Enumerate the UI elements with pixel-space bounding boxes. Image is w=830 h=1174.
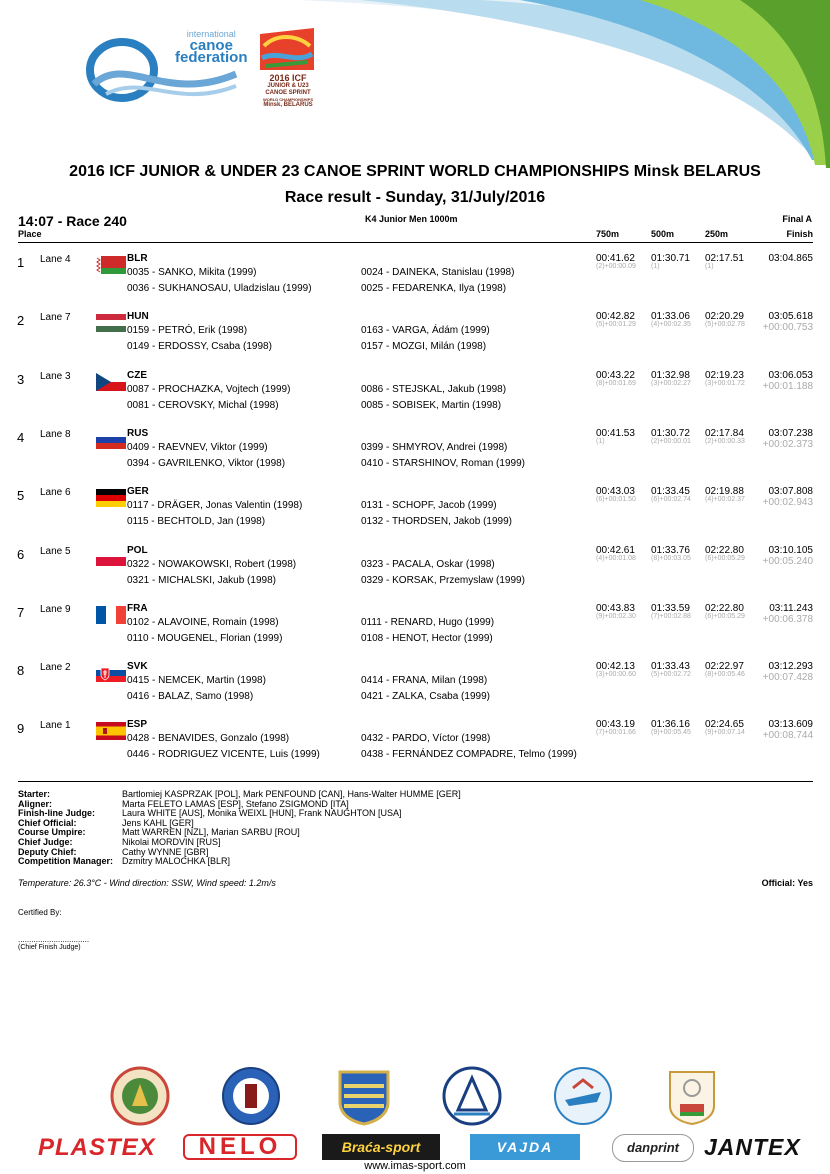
athlete-4: 0025 - FEDARENKA, Ilya (1998) (361, 283, 507, 294)
sponsor-seal-1-icon (110, 1066, 170, 1126)
lane-number: Lane 6 (40, 487, 71, 499)
finish-time: 03:07.238 (768, 427, 813, 439)
split-500-diff: (8)+00:03.05 (651, 554, 691, 562)
split-750-diff: (3)+00:00.60 (596, 671, 636, 679)
official-role: Deputy Chief: (18, 846, 77, 857)
athlete-2: 0024 - DAINEKA, Stanislau (1998) (361, 267, 515, 278)
athlete-1: 0322 - NOWAKOWSKI, Robert (1998) (127, 558, 297, 570)
athlete-3: 0081 - CEROVSKY, Michal (1998) (127, 399, 279, 411)
lane-number: Lane 1 (40, 720, 71, 732)
athlete-3: 0321 - MICHALSKI, Jakub (1998) (127, 574, 276, 586)
athlete-3: 0036 - SUKHANOSAU, Uladzislau (1999) (127, 283, 312, 294)
split-500: 01:33.76 (651, 544, 690, 556)
official-role: Course Umpire: (18, 827, 86, 838)
finish-diff: +00:01.188 (762, 380, 813, 392)
athlete-2: 0432 - PARDO, Víctor (1998) (361, 733, 491, 745)
athlete-2: 0086 - STEJSKAL, Jakub (1998) (361, 383, 507, 395)
sponsor-seal-2-icon (221, 1066, 281, 1126)
finish-diff: +00:07.428 (762, 672, 813, 684)
country-flag-icon (96, 314, 126, 332)
col-header-500: 500m (651, 229, 675, 239)
split-750: 00:42.61 (596, 544, 635, 556)
split-500-diff: (5)+00:02.72 (651, 671, 691, 679)
official-names: Dzmitry MALOCHKA [BLR] (122, 856, 231, 867)
place-rank: 5 (17, 488, 25, 504)
split-500: 01:33.06 (651, 311, 690, 323)
col-header-finish: Finish (786, 229, 813, 239)
country-code: ESP (127, 719, 148, 731)
result-row (0, 485, 830, 543)
place-rank: 7 (17, 604, 25, 620)
athlete-1: 0409 - RAEVNEV, Viktor (1999) (127, 441, 268, 453)
split-500: 01:32.98 (651, 369, 690, 381)
lane-number: Lane 8 (40, 428, 71, 440)
athlete-1: 0117 - DRÄGER, Jonas Valentin (1998) (127, 500, 303, 512)
split-750: 00:41.62 (596, 253, 635, 264)
chief-finish-judge-label: (Chief Finish Judge) (18, 944, 81, 951)
place-rank: 6 (17, 546, 25, 562)
official-names: Jens KAHL [GER] (122, 817, 194, 828)
split-500: 01:30.71 (651, 253, 690, 264)
result-row (0, 718, 830, 776)
split-750-diff: (5)+00:01.29 (596, 321, 636, 329)
place-rank: 1 (17, 255, 25, 270)
athlete-4: 0421 - ZALKA, Csaba (1999) (361, 691, 490, 703)
split-500-diff: (7)+00:02.88 (651, 612, 691, 620)
sponsor-jantex: JANTEX (704, 1134, 801, 1160)
athlete-3: 0446 - RODRIGUEZ VICENTE, Luis (1999) (127, 749, 320, 761)
split-750-diff: (1) (596, 437, 605, 445)
athlete-4: 0108 - HENOT, Hector (1999) (361, 632, 493, 644)
official-line (18, 857, 230, 867)
split-250: 02:17.51 (705, 253, 744, 264)
split-250-diff: (2)+00:00.33 (705, 437, 745, 445)
signature-line: ................................ (18, 935, 90, 944)
country-flag-icon (96, 722, 126, 740)
col-header-place: Place (18, 229, 42, 239)
country-code: BLR (127, 253, 148, 264)
weather-info: Temperature: 26.3°C - Wind direction: SSW, Wind speed: 1.2m/s (18, 878, 276, 888)
col-header-250: 250m (705, 229, 729, 239)
sponsor-vajda: VAJDA (470, 1134, 580, 1160)
race-time-number: 14:07 - Race 240 (18, 213, 127, 229)
certified-label: Certified By: (18, 908, 62, 917)
sponsor-seal-5-icon (553, 1066, 613, 1126)
athlete-1: 0415 - NEMCEK, Martin (1998) (127, 675, 266, 687)
athlete-4: 0157 - MOZGI, Milán (1998) (361, 341, 487, 353)
athlete-2: 0111 - RENARD, Hugo (1999) (361, 616, 495, 628)
split-750: 00:43.03 (596, 486, 635, 498)
official-names: Marta FELETO LAMAS [ESP], Stefano ZSIGMOND [ITA] (122, 798, 349, 809)
place-rank: 3 (17, 371, 25, 387)
sponsor-seal-6-icon (662, 1066, 722, 1126)
official-names: Matt WARREN [NZL], Marian SARBU [ROU] (122, 827, 300, 838)
result-row (0, 252, 830, 310)
finish-time: 03:10.105 (768, 544, 813, 556)
country-code: HUN (127, 311, 149, 323)
col-header-750: 750m (596, 229, 620, 239)
country-code: SVK (127, 661, 148, 673)
split-500: 01:33.59 (651, 602, 690, 614)
split-750: 00:43.83 (596, 602, 635, 614)
country-flag-icon (96, 431, 126, 449)
athlete-2: 0414 - FRANA, Milan (1998) (361, 675, 488, 687)
split-750-diff: (2)+00:00.09 (596, 263, 636, 270)
split-250-diff: (9)+00:07.14 (705, 729, 745, 737)
result-row (0, 544, 830, 602)
split-750-diff: (9)+00:02.30 (596, 612, 636, 620)
athlete-2: 0399 - SHMYROV, Andrei (1998) (361, 441, 508, 453)
place-rank: 4 (17, 429, 25, 445)
official-names: Bartlomiej KASPRZAK [POL], Mark PENFOUND [CAN], Hans-Walter HUMME [GER] (122, 789, 461, 799)
split-500-diff: (2)+00:00.01 (651, 437, 691, 445)
athlete-3: 0110 - MOUGENEL, Florian (1999) (127, 632, 283, 644)
athlete-3: 0416 - BALAZ, Samo (1998) (127, 691, 254, 703)
split-500: 01:36.16 (651, 719, 690, 731)
country-code: FRA (127, 602, 148, 614)
split-250-diff: (3)+00:01.72 (705, 379, 745, 387)
sponsor-plastex: PLASTEX (38, 1134, 156, 1161)
split-250-diff: (6)+00:05.29 (705, 554, 745, 562)
icf-logo-text: international canoe federation (175, 29, 248, 66)
sponsor-seal-4-icon (442, 1066, 502, 1126)
official-names: Nikolai MORDVIN [RUS] (122, 837, 221, 847)
official-role: Chief Official: (18, 817, 77, 828)
sponsor-danprint: danprint (612, 1134, 694, 1162)
result-row (0, 369, 830, 427)
result-row (0, 310, 830, 368)
finish-diff: +00:08.744 (762, 730, 813, 742)
lane-number: Lane 7 (40, 312, 71, 324)
sponsor-braca-sport: Braća-sport (322, 1134, 440, 1160)
split-250-diff: (6)+00:05.29 (705, 612, 745, 620)
finish-time: 03:06.053 (768, 369, 813, 381)
event-name: K4 Junior Men 1000m (365, 214, 458, 224)
lane-number: Lane 4 (40, 254, 71, 265)
athlete-1: 0159 - PETRÓ, Erik (1998) (127, 325, 248, 337)
split-500-diff: (6)+00:02.74 (651, 496, 691, 504)
country-code: CZE (127, 369, 147, 381)
country-code: GER (127, 486, 149, 498)
finish-diff: +00:00.753 (762, 322, 813, 334)
footer-url[interactable]: www.imas-sport.com (364, 1160, 466, 1172)
official-role: Chief Judge: (18, 837, 73, 847)
athlete-4: 0410 - STARSHINOV, Roman (1999) (361, 457, 525, 469)
split-250: 02:19.23 (705, 369, 744, 381)
official-names: Cathy WYNNE [GBR] (122, 846, 209, 857)
split-500: 01:33.43 (651, 661, 690, 673)
athlete-4: 0085 - SOBISEK, Martin (1998) (361, 399, 502, 411)
result-row (0, 427, 830, 485)
split-750: 00:41.53 (596, 427, 635, 439)
lane-number: Lane 2 (40, 662, 71, 674)
country-flag-icon (96, 256, 126, 274)
athlete-1: 0428 - BENAVIDES, Gonzalo (1998) (127, 733, 290, 745)
split-750-diff: (4)+00:01.08 (596, 554, 636, 562)
athlete-1: 0035 - SANKO, Mikita (1999) (127, 267, 257, 278)
finish-time: 03:05.618 (768, 311, 813, 323)
result-row (0, 660, 830, 718)
official-role: Starter: (18, 789, 51, 799)
finish-diff: +00:02.943 (762, 497, 813, 509)
split-250: 02:19.88 (705, 486, 744, 498)
country-flag-icon (96, 664, 126, 682)
place-rank: 2 (17, 313, 25, 329)
official-status: Official: Yes (761, 878, 813, 888)
athlete-4: 0438 - FERNÁNDEZ COMPADRE, Telmo (1999) (361, 749, 577, 761)
country-flag-icon (96, 489, 126, 507)
country-code: POL (127, 544, 148, 556)
sponsor-nelo: NELO (183, 1134, 297, 1160)
event-logo-text: 2016 ICF JUNIOR & U23 CANOE SPRINT WORLD CHAMPIONSHIPS Minsk, BELARUS (263, 73, 313, 108)
split-500-diff: (3)+00:02.27 (651, 379, 691, 387)
split-500-diff: (4)+00:02.35 (651, 321, 691, 329)
split-750: 00:42.82 (596, 311, 635, 323)
athlete-3: 0115 - BECHTOLD, Jan (1998) (127, 516, 266, 528)
finish-time: 03:11.243 (769, 602, 813, 614)
split-250: 02:22.80 (705, 602, 744, 614)
country-flag-icon (96, 373, 126, 391)
official-role: Aligner: (18, 798, 53, 809)
phase-label: Final A (782, 214, 812, 224)
header-divider (18, 242, 813, 243)
athlete-1: 0087 - PROCHAZKA, Vojtech (1999) (127, 383, 291, 395)
footer-divider (18, 781, 813, 782)
lane-number: Lane 5 (40, 545, 71, 557)
place-rank: 8 (17, 663, 25, 679)
sponsor-seal-3-icon (334, 1066, 394, 1126)
place-rank: 9 (17, 721, 25, 737)
page-subtitle: Race result - Sunday, 31/July/2016 (284, 189, 546, 206)
official-names: Laura WHITE [AUS], Monika WEIXL [HUN], Frank NAUGHTON [USA] (122, 808, 402, 819)
split-750-diff: (8)+00:01.69 (596, 379, 636, 387)
country-flag-icon (96, 606, 126, 624)
split-250: 02:22.97 (705, 661, 744, 673)
lane-number: Lane 3 (40, 370, 71, 382)
lane-number: Lane 9 (40, 603, 71, 615)
split-500-diff: (9)+00:05.45 (651, 729, 691, 737)
split-250-diff: (5)+00:02.78 (705, 321, 745, 329)
result-row (0, 602, 830, 660)
split-750: 00:43.22 (596, 369, 635, 381)
finish-time: 03:13.609 (768, 719, 813, 731)
athlete-2: 0163 - VARGA, Ádám (1999) (361, 325, 490, 337)
finish-diff: +00:05.240 (762, 555, 813, 567)
split-250: 02:24.65 (705, 719, 744, 731)
athlete-3: 0394 - GAVRILENKO, Viktor (1998) (127, 457, 286, 469)
split-250: 02:20.29 (705, 311, 744, 323)
athlete-4: 0132 - THORDSEN, Jakob (1999) (361, 516, 512, 528)
page-title: 2016 ICF JUNIOR & UNDER 23 CANOE SPRINT WORLD CHAMPIONSHIPS Minsk BELARUS (69, 163, 761, 180)
split-250: 02:22.80 (705, 544, 744, 556)
split-250-diff: (1) (705, 263, 714, 270)
athlete-1: 0102 - ALAVOINE, Romain (1998) (127, 616, 279, 628)
athlete-3: 0149 - ERDOSSY, Csaba (1998) (127, 341, 272, 353)
split-750: 00:42.13 (596, 661, 635, 673)
split-250-diff: (4)+00:02.37 (705, 496, 745, 504)
split-250-diff: (8)+00:05.46 (705, 671, 745, 679)
finish-time: 03:07.808 (768, 486, 813, 498)
split-250: 02:17.84 (705, 427, 744, 439)
athlete-4: 0329 - KORSAK, Przemyslaw (1999) (361, 574, 525, 586)
finish-diff: +00:06.378 (762, 613, 813, 625)
finish-time: 03:04.865 (768, 253, 813, 264)
split-500: 01:33.45 (651, 486, 690, 498)
official-role: Competition Manager: (18, 856, 114, 867)
split-750: 00:43.19 (596, 719, 635, 731)
split-750-diff: (6)+00:01.50 (596, 496, 636, 504)
official-role: Finish-line Judge: (18, 808, 96, 819)
finish-diff: +00:02.373 (762, 438, 813, 450)
finish-time: 03:12.293 (768, 661, 813, 673)
athlete-2: 0323 - PACALA, Oskar (1998) (361, 558, 495, 570)
split-750-diff: (7)+00:01.66 (596, 729, 636, 737)
split-500-diff: (1) (651, 263, 660, 270)
split-500: 01:30.72 (651, 427, 690, 439)
country-flag-icon (96, 548, 126, 566)
country-code: RUS (127, 427, 149, 439)
athlete-2: 0131 - SCHOPF, Jacob (1999) (361, 500, 497, 512)
